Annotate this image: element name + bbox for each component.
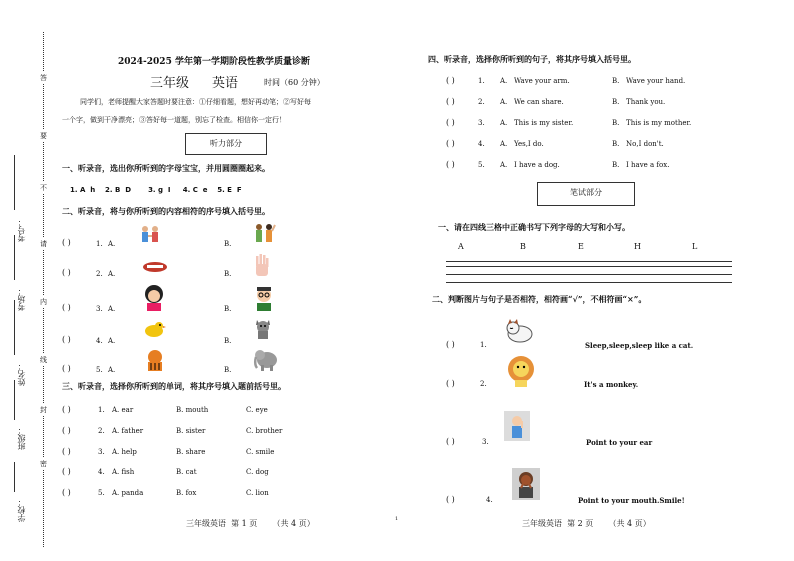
option-a[interactable]: A. We can share.: [500, 98, 564, 106]
answer-paren[interactable]: ( ): [62, 238, 71, 247]
item-num: 1.: [96, 240, 103, 248]
option-b[interactable]: B. Thank you.: [612, 98, 666, 106]
binding-char: 要: [40, 132, 47, 140]
binding-char: 不: [40, 184, 47, 192]
written-section-box: 笔试部分: [537, 182, 635, 206]
item-num: 1.: [98, 406, 105, 414]
q1-item[interactable]: 3. g I: [148, 186, 171, 194]
item-num: 5.: [96, 366, 103, 374]
woman-icon: [142, 284, 166, 312]
option-b[interactable]: B. share: [176, 448, 206, 456]
grid-line: [446, 282, 732, 283]
binding-char: 请: [40, 240, 47, 248]
option-c[interactable]: C. eye: [246, 406, 268, 414]
q1-item[interactable]: 2. B D: [105, 186, 131, 194]
w2-title: 二、判断图片与句子是否相符，相符画“√”，不相符画“×”。: [432, 294, 647, 304]
answer-paren[interactable]: ( ): [446, 76, 455, 85]
option-b[interactable]: B. No,I don't.: [612, 140, 664, 148]
intro-line-1: 同学们，老师提醒大家答题时要注意：①仔细看题，想好再动笔；②写好每: [80, 98, 311, 106]
q1-item[interactable]: 5. E F: [217, 186, 242, 194]
answer-paren[interactable]: ( ): [62, 405, 71, 414]
item-num: 1.: [478, 77, 485, 85]
q1-item[interactable]: 4. C e: [182, 186, 208, 194]
exam-room-field[interactable]: [14, 235, 15, 280]
option-a[interactable]: A. help: [112, 448, 137, 456]
item-num: 4.: [98, 468, 105, 476]
answer-paren[interactable]: ( ): [62, 426, 71, 435]
option-a-label: A.: [108, 337, 116, 345]
item-num: 3.: [96, 305, 103, 313]
item-num: 3.: [98, 448, 105, 456]
option-b-label: B.: [224, 337, 232, 345]
option-a[interactable]: A. I have a dog.: [500, 161, 560, 169]
answer-paren[interactable]: ( ): [446, 495, 455, 504]
item-num: 2.: [480, 380, 487, 388]
answer-paren[interactable]: ( ): [446, 160, 455, 169]
intro-line-2: 一个字，做到干净漂亮；③答好每一道题，别忘了检查。相信你一定行！: [62, 116, 286, 124]
q1-item[interactable]: 1. A h: [70, 186, 96, 194]
cat-icon: [252, 316, 274, 340]
elephant-icon: [252, 346, 280, 372]
exam-number-field[interactable]: [14, 155, 15, 210]
school-label: 学校：: [17, 498, 26, 522]
middle-mark: 1: [395, 516, 399, 522]
option-a[interactable]: A. This is my sister.: [500, 119, 574, 127]
answer-paren[interactable]: ( ): [62, 447, 71, 456]
sleeping-cat-icon: [504, 316, 534, 344]
answer-paren[interactable]: ( ): [62, 467, 71, 476]
grid-line: [446, 274, 732, 275]
item-num: 1.: [480, 341, 487, 349]
option-b[interactable]: B. I have a fox.: [612, 161, 670, 169]
class-field[interactable]: [14, 380, 15, 420]
q4-title: 四、听录音，选择你所听到的句子，将其序号填入括号里。: [428, 54, 636, 64]
option-a[interactable]: A. ear: [112, 406, 134, 414]
grade-label: 三年级: [150, 76, 190, 91]
option-c[interactable]: C. dog: [246, 468, 269, 476]
letter-prompt: E: [578, 242, 584, 251]
binding-char: 密: [40, 460, 47, 468]
item-num: 4.: [96, 337, 103, 345]
item-num: 5.: [98, 489, 105, 497]
exam-room-label: 考场：: [17, 287, 26, 311]
child-point-ear-icon: [504, 411, 530, 441]
binding-char: 封: [40, 406, 47, 414]
subject-label: 英语: [212, 76, 239, 91]
judge-sentence: Sleep,sleep,sleep like a cat.: [585, 341, 694, 350]
waving-people-icon: [252, 222, 276, 248]
option-b-label: B.: [224, 240, 232, 248]
option-a-label: A.: [108, 240, 116, 248]
option-a[interactable]: A. Yes,I do.: [500, 140, 544, 148]
option-a-label: A.: [108, 305, 116, 313]
school-field[interactable]: [14, 462, 15, 492]
letter-prompt: A: [458, 242, 464, 251]
time-label: 时间（60 分钟）: [264, 78, 325, 87]
answer-paren[interactable]: ( ): [446, 379, 455, 388]
bird-icon: [142, 318, 166, 340]
option-b-label: B.: [224, 270, 232, 278]
answer-paren[interactable]: ( ): [62, 303, 71, 312]
item-num: 2.: [478, 98, 485, 106]
option-b-label: B.: [224, 305, 232, 313]
binding-char: 线: [40, 356, 47, 364]
option-b[interactable]: B. cat: [176, 468, 197, 476]
option-c[interactable]: C. smile: [246, 448, 275, 456]
judge-sentence: Point to your mouth.Smile!: [578, 496, 685, 505]
binding-char: 答: [40, 74, 47, 82]
answer-paren[interactable]: ( ): [446, 340, 455, 349]
answer-paren[interactable]: ( ): [446, 139, 455, 148]
listening-section-box: 听力部分: [185, 133, 267, 155]
man-glasses-icon: [252, 284, 276, 312]
option-b[interactable]: B. sister: [176, 427, 206, 435]
item-num: 3.: [482, 438, 489, 446]
item-num: 2.: [96, 270, 103, 278]
answer-paren[interactable]: ( ): [62, 268, 71, 277]
name-label: 姓名：: [17, 362, 26, 386]
grid-line: [446, 261, 732, 262]
option-b[interactable]: B. Wave your hand.: [612, 77, 686, 85]
option-c[interactable]: C. lion: [246, 489, 269, 497]
letter-prompt: L: [692, 242, 698, 251]
item-num: 4.: [478, 140, 485, 148]
tiger-icon: [142, 348, 168, 372]
w1-title: 一、请在四线三格中正确书写下列字母的大写和小写。: [438, 222, 630, 232]
option-a[interactable]: A. fish: [112, 468, 135, 476]
exam-title: 2024-2025 学年第一学期阶段性教学质量诊断: [118, 57, 310, 67]
answer-paren[interactable]: ( ): [62, 335, 71, 344]
option-b-label: B.: [224, 366, 232, 374]
grid-line: [446, 266, 732, 267]
judge-sentence: It's a monkey.: [584, 380, 639, 389]
answer-paren[interactable]: ( ): [446, 97, 455, 106]
page-footer-left: 三年级英语 第 1 页 （共 4 页）: [186, 519, 315, 528]
answer-paren[interactable]: ( ): [62, 488, 71, 497]
lion-icon: [504, 354, 538, 388]
handshake-icon: [138, 224, 162, 248]
item-num: 5.: [478, 161, 485, 169]
q1-items: [70, 186, 242, 194]
hand-icon: [252, 254, 272, 278]
letter-prompt: H: [634, 242, 641, 251]
option-a-label: A.: [108, 270, 116, 278]
answer-paren[interactable]: ( ): [62, 364, 71, 373]
option-a-label: A.: [108, 366, 116, 374]
option-b[interactable]: B. mouth: [176, 406, 209, 414]
exam-number-label: 考号：: [17, 218, 26, 242]
judge-sentence: Point to your ear: [586, 438, 653, 447]
class-label: 班级：: [17, 426, 26, 450]
q1-title: 一、听录音，选出你所听到的字母宝宝，并用圆圈圈起来。: [62, 163, 270, 173]
child-point-mouth-icon: [512, 468, 540, 500]
option-a[interactable]: A. Wave your arm.: [500, 77, 570, 85]
answer-paren[interactable]: ( ): [446, 437, 455, 446]
item-num: 3.: [478, 119, 485, 127]
option-a[interactable]: A. panda: [112, 489, 144, 497]
option-b[interactable]: B. fox: [176, 489, 197, 497]
option-b[interactable]: B. This is my mother.: [612, 119, 692, 127]
q3-title: 三、听录音，选择你所听到的单词，将其序号填入题前括号里。: [62, 381, 286, 391]
option-c[interactable]: C. brother: [246, 427, 283, 435]
answer-paren[interactable]: ( ): [446, 118, 455, 127]
name-field[interactable]: [14, 300, 15, 355]
binding-char: 内: [40, 298, 47, 306]
item-num: 2.: [98, 427, 105, 435]
letter-prompt: B: [520, 242, 526, 251]
item-num: 4.: [486, 496, 493, 504]
page-footer-right: 三年级英语 第 2 页 （共 4 页）: [522, 519, 651, 528]
q2-title: 二、听录音，将与你所听到的内容相符的序号填入括号里。: [62, 206, 270, 216]
mouth-icon: [142, 260, 168, 274]
option-a[interactable]: A. father: [112, 427, 144, 435]
